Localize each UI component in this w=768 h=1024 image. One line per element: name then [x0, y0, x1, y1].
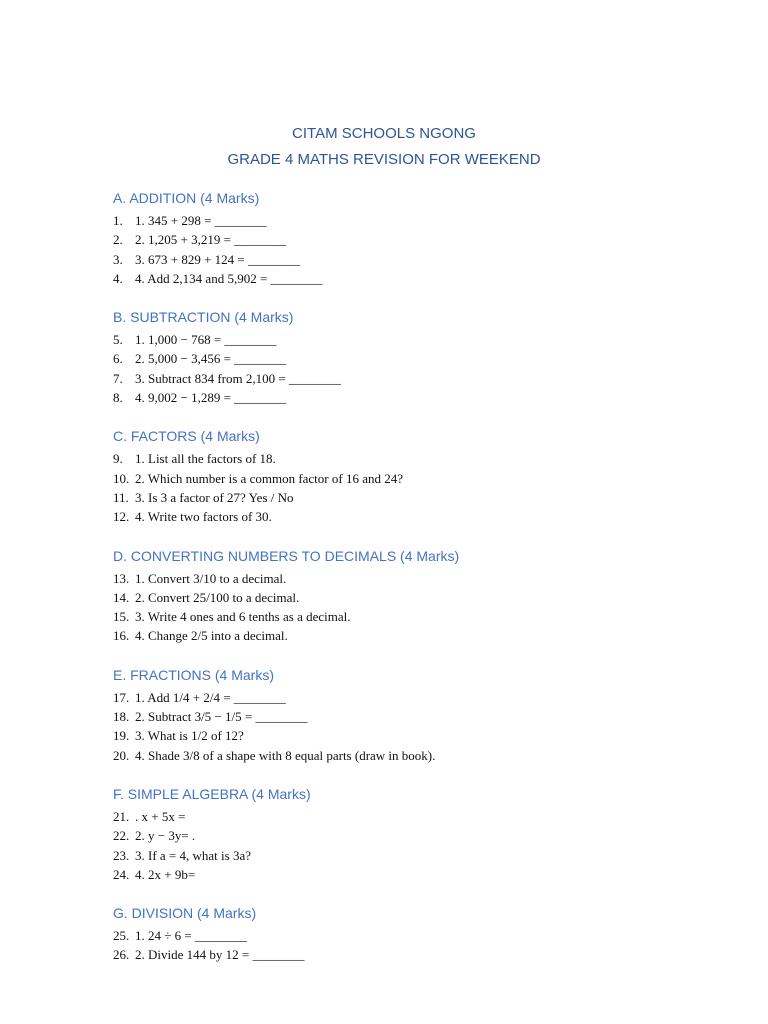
worksheet-title: GRADE 4 MATHS REVISION FOR WEEKEND — [227, 151, 541, 168]
question-item — [113, 607, 713, 626]
section — [113, 663, 713, 782]
question-text: 4. 2x + 9b= — [135, 866, 196, 882]
question-number: 7. — [113, 370, 123, 386]
question-text: 4. Add 2,134 and 5,902 = ________ — [135, 270, 323, 286]
question-item — [113, 250, 713, 269]
question-number: 21. — [113, 808, 130, 824]
question-text: 1. List all the factors of 18. — [135, 451, 276, 467]
question-number: 11. — [113, 489, 129, 505]
question-item — [113, 488, 713, 507]
question-item — [113, 469, 713, 488]
question-number: 24. — [113, 866, 130, 882]
question-text: 2. Divide 144 by 12 = ________ — [135, 947, 305, 963]
question-number: 20. — [113, 747, 130, 763]
question-text: 2. y − 3y= . — [135, 828, 196, 844]
question-item — [113, 626, 713, 645]
question-text: 2. 1,205 + 3,219 = ________ — [135, 232, 287, 248]
section-spacer — [113, 765, 713, 782]
question-text: 2. 5,000 − 3,456 = ________ — [135, 351, 287, 367]
question-text: 2. Subtract 3/5 − 1/5 = ________ — [135, 709, 308, 725]
question-text: 3. What is 1/2 of 12? — [135, 728, 244, 744]
question-item — [113, 211, 713, 230]
question-text: 3. 673 + 829 + 124 = ________ — [135, 251, 300, 267]
question-number: 26. — [113, 947, 130, 963]
question-item — [113, 865, 713, 884]
question-number: 23. — [113, 847, 130, 863]
question-text: . x + 5x = — [135, 808, 186, 824]
question-item — [113, 688, 713, 707]
question-item — [113, 349, 713, 368]
section-heading: C. FACTORS (4 Marks) — [113, 428, 260, 445]
question-list — [113, 688, 713, 765]
question-number: 10. — [113, 470, 130, 486]
question-number: 1. — [113, 213, 123, 228]
question-item — [113, 707, 713, 726]
question-text: 1. Convert 3/10 to a decimal. — [135, 570, 287, 586]
section-heading: E. FRACTIONS (4 Marks) — [113, 666, 275, 683]
section — [113, 424, 713, 543]
question-number: 25. — [113, 928, 130, 944]
section-heading: G. DIVISION (4 Marks) — [113, 905, 257, 922]
question-number: 14. — [113, 589, 130, 605]
question-text: 1. 24 ÷ 6 = ________ — [135, 928, 247, 944]
question-text: 1. 345 + 298 = ________ — [135, 213, 267, 228]
question-text: 2. Convert 25/100 to a decimal. — [135, 589, 300, 605]
question-item — [113, 388, 713, 407]
question-text: 3. Write 4 ones and 6 tenths as a decimal. — [135, 609, 351, 625]
question-number: 12. — [113, 509, 130, 525]
question-item — [113, 807, 713, 826]
question-number: 9. — [113, 451, 123, 467]
section-heading: A. ADDITION (4 Marks) — [113, 190, 260, 206]
section-spacer — [113, 646, 713, 663]
question-number: 3. — [113, 251, 123, 267]
question-item — [113, 369, 713, 388]
question-item — [113, 569, 713, 588]
question-text: 2. Which number is a common factor of 16 and 24? — [135, 470, 403, 486]
question-item — [113, 507, 713, 526]
section — [113, 305, 713, 424]
question-number: 19. — [113, 728, 130, 744]
section — [113, 782, 713, 901]
question-list — [113, 330, 713, 407]
section-spacer — [113, 407, 713, 424]
question-number: 22. — [113, 828, 130, 844]
question-sections — [113, 186, 713, 965]
question-number: 16. — [113, 628, 130, 644]
question-number: 13. — [113, 570, 130, 586]
section-heading: F. SIMPLE ALGEBRA (4 Marks) — [113, 785, 311, 802]
section-spacer — [113, 527, 713, 544]
question-text: 3. Subtract 834 from 2,100 = ________ — [135, 370, 341, 386]
section — [113, 186, 713, 305]
section-heading: B. SUBTRACTION (4 Marks) — [113, 309, 294, 326]
question-text: 3. Is 3 a factor of 27? Yes / No — [135, 489, 294, 505]
question-text: 4. 9,002 − 1,289 = ________ — [135, 390, 287, 406]
question-number: 6. — [113, 351, 123, 367]
question-item — [113, 449, 713, 468]
question-item — [113, 330, 713, 349]
question-list — [113, 926, 713, 965]
question-item — [113, 846, 713, 865]
section — [113, 544, 713, 663]
school-name: CITAM SCHOOLS NGONG — [292, 125, 476, 142]
question-item — [113, 588, 713, 607]
question-number: 5. — [113, 332, 123, 348]
question-item — [113, 269, 713, 288]
question-number: 15. — [113, 609, 130, 625]
question-list — [113, 569, 713, 646]
question-item — [113, 230, 713, 249]
question-text: 4. Shade 3/8 of a shape with 8 equal parts (draw in book). — [135, 747, 436, 763]
question-item — [113, 826, 713, 845]
question-text: 4. Write two factors of 30. — [135, 509, 272, 525]
section-spacer — [113, 288, 713, 305]
question-text: 4. Change 2/5 into a decimal. — [135, 628, 288, 644]
question-item — [113, 945, 713, 964]
question-item — [113, 746, 713, 765]
question-number: 18. — [113, 709, 130, 725]
question-text: 1. Add 1/4 + 2/4 = ________ — [135, 689, 286, 705]
question-list — [113, 807, 713, 884]
question-list — [113, 211, 713, 288]
section-heading: D. CONVERTING NUMBERS TO DECIMALS (4 Marks) — [113, 547, 460, 564]
question-text: 1. 1,000 − 768 = ________ — [135, 332, 277, 348]
question-item — [113, 926, 713, 945]
question-number: 17. — [113, 689, 130, 705]
question-number: 2. — [113, 232, 123, 248]
question-list — [113, 449, 713, 526]
question-number: 8. — [113, 390, 123, 406]
section — [113, 901, 713, 965]
question-number: 4. — [113, 270, 123, 286]
question-text: 3. If a = 4, what is 3a? — [135, 847, 251, 863]
section-spacer — [113, 884, 713, 901]
title-block — [0, 124, 768, 176]
question-item — [113, 726, 713, 745]
